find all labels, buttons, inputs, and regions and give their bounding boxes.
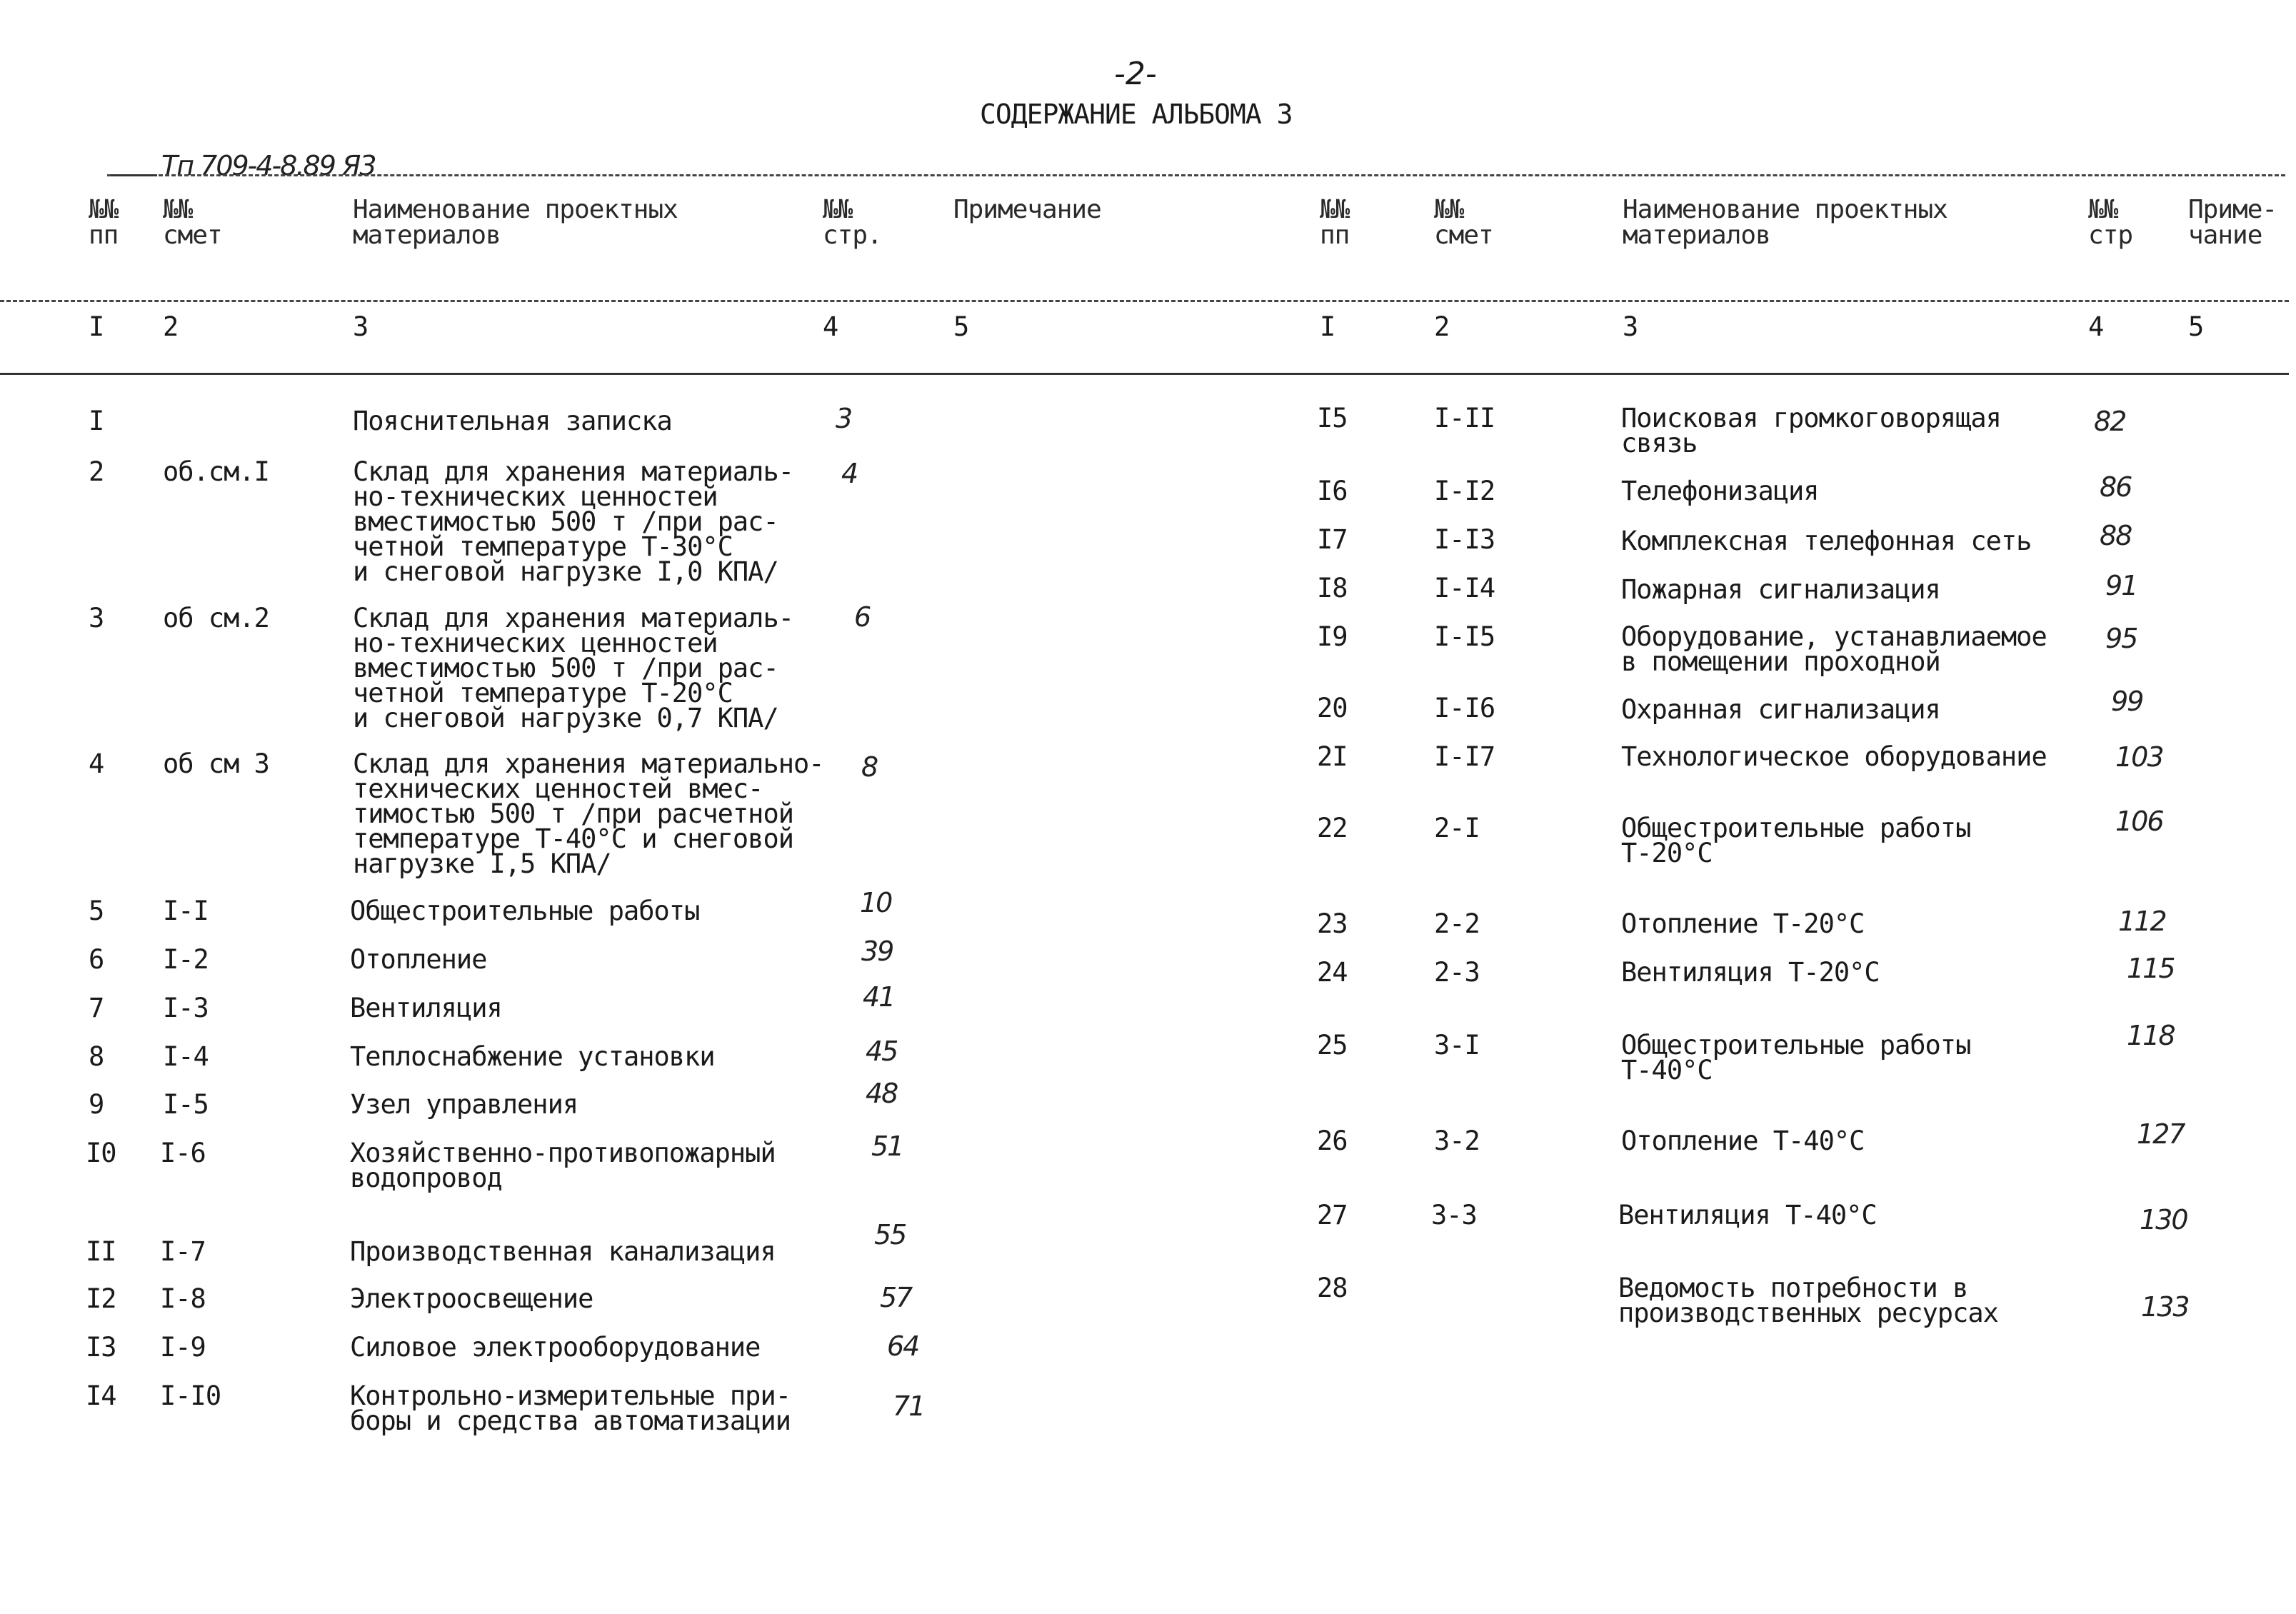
row-page: 91 (2105, 570, 2137, 601)
header-bottom-rule (0, 300, 2289, 302)
row-number: 3 (89, 603, 104, 633)
row-page: 71 (893, 1390, 925, 1422)
row-number: 28 (1317, 1273, 1348, 1303)
row-smeta: I-6 (160, 1138, 206, 1168)
row-name: Пожарная сигнализация (1621, 574, 1940, 605)
row-page: 45 (866, 1036, 898, 1067)
row-name: Ведомость потребности в производственных ресурсах (1618, 1273, 1998, 1328)
row-smeta: I-9 (160, 1332, 206, 1363)
row-name: Пояснительная записка (353, 406, 672, 436)
row-smeta: I-5 (163, 1089, 209, 1120)
row-smeta: 3-2 (1434, 1126, 1480, 1156)
row-number: I3 (86, 1332, 116, 1363)
left-header-name: Наименование проектных материалов (353, 195, 678, 250)
row-page: 130 (2140, 1204, 2187, 1235)
row-page: 115 (2127, 953, 2175, 984)
row-number: 2I (1317, 741, 1348, 772)
row-page: 95 (2105, 623, 2137, 654)
row-number: 6 (89, 944, 104, 975)
row-number: I4 (86, 1380, 116, 1411)
row-number: 25 (1317, 1030, 1348, 1061)
row-page: 64 (887, 1330, 919, 1362)
row-smeta: I-2 (163, 944, 209, 975)
row-name: Производственная канализация (350, 1236, 776, 1267)
row-page: 3 (836, 403, 852, 434)
row-smeta: I-I4 (1434, 573, 1495, 603)
row-number: I (89, 406, 104, 436)
right-header-page: №№ стр (2088, 195, 2133, 250)
row-smeta: I-3 (163, 993, 209, 1023)
row-page: 4 (841, 458, 858, 489)
row-page: 106 (2115, 806, 2163, 837)
row-number: 23 (1317, 908, 1348, 939)
row-smeta: об см 3 (163, 748, 269, 779)
right-col-number-5: 5 (2188, 311, 2204, 342)
row-name: Склад для хранения материаль- но-технических ценностей вместимостью 500 т /при рас- четной температуре Т-30°С и снеговой нагрузке I,0 КПА/ (353, 456, 794, 587)
row-name: Узел управления (350, 1089, 578, 1120)
row-smeta: 2-I (1434, 813, 1480, 843)
row-number: 20 (1317, 693, 1348, 723)
row-page: 41 (863, 981, 895, 1013)
row-page: 112 (2118, 906, 2166, 937)
row-name: Контрольно-измерительные при- боры и средства автоматизации (350, 1380, 791, 1436)
row-name: Технологическое оборудование (1621, 741, 2047, 772)
row-name: Отопление (350, 944, 487, 975)
row-number: I7 (1317, 524, 1348, 555)
row-number: I8 (1317, 573, 1348, 603)
row-number: 5 (89, 896, 104, 926)
row-number: I2 (86, 1283, 116, 1314)
row-page: 133 (2141, 1291, 2189, 1323)
row-smeta: I-I7 (1434, 741, 1495, 772)
row-name: Отопление Т-40°С (1621, 1126, 1865, 1156)
row-number: 2 (89, 456, 104, 487)
row-smeta: об.см.I (163, 456, 269, 487)
row-number: 27 (1317, 1200, 1348, 1230)
right-header-name: Наименование проектных материалов (1623, 195, 1947, 250)
row-smeta: I-7 (160, 1236, 206, 1267)
row-page: 88 (2100, 520, 2132, 551)
row-name: Оборудование, устанавлиаемое в помещении проходной (1621, 621, 2047, 677)
row-name: Вентиляция Т-20°С (1621, 957, 1880, 988)
row-number: I9 (1317, 621, 1348, 652)
row-page: 8 (861, 751, 878, 783)
left-col-number-1: I (89, 311, 104, 342)
row-page: 82 (2094, 406, 2126, 437)
row-page: 99 (2111, 686, 2143, 717)
left-col-number-4: 4 (823, 311, 838, 342)
row-smeta: I-II (1434, 403, 1495, 433)
row-name: Общестроительные работы Т-20°С (1621, 813, 1971, 868)
row-smeta: I-I (163, 896, 209, 926)
row-name: Электроосвещение (350, 1283, 593, 1314)
row-smeta: 2-2 (1434, 908, 1480, 939)
row-smeta: I-8 (160, 1283, 206, 1314)
right-header-note: Приме- чание (2188, 195, 2277, 250)
right-col-number-1: I (1320, 311, 1335, 342)
row-page: 127 (2137, 1118, 2185, 1150)
row-smeta: об см.2 (163, 603, 269, 633)
row-name: Общестроительные работы Т-40°С (1621, 1030, 1971, 1086)
row-page: 48 (866, 1078, 898, 1109)
row-number: 7 (89, 993, 104, 1023)
row-number: 8 (89, 1041, 104, 1072)
row-name: Силовое электрооборудование (350, 1332, 761, 1363)
row-name: Телефонизация (1621, 476, 1819, 506)
row-name: Комплексная телефонная сеть (1621, 526, 2032, 556)
row-name: Вентиляция Т-40°С (1618, 1200, 1877, 1230)
row-name: Поисковая громкоговорящая связь (1621, 403, 2001, 458)
row-number: 24 (1317, 957, 1348, 988)
row-page: 39 (861, 936, 893, 967)
row-number: 26 (1317, 1126, 1348, 1156)
row-page: 57 (880, 1282, 912, 1313)
row-name: Вентиляция (350, 993, 502, 1023)
left-header-page: №№ стр. (823, 195, 882, 250)
row-name: Склад для хранения материально- технических ценностей вмес- тимостью 500 т /при расчетной температуре Т-40°С и снеговой нагрузке I,5 КПА/ (353, 748, 824, 879)
row-smeta: I-I3 (1434, 524, 1495, 555)
row-page: 51 (871, 1131, 903, 1162)
right-col-number-3: 3 (1623, 311, 1638, 342)
row-smeta: 3-3 (1431, 1200, 1477, 1230)
left-header-num: №№ пп (89, 195, 119, 250)
right-col-number-2: 2 (1434, 311, 1450, 342)
row-smeta: I-I0 (160, 1380, 221, 1411)
row-name: Общестроительные работы (350, 896, 700, 926)
row-page: 10 (860, 887, 892, 918)
row-name: Хозяйственно-противопожарный водопровод (350, 1138, 776, 1193)
row-page: 55 (874, 1219, 906, 1250)
header-top-rule (107, 174, 2285, 176)
right-col-number-4: 4 (2088, 311, 2104, 342)
row-number: 22 (1317, 813, 1348, 843)
row-number: 9 (89, 1089, 104, 1120)
row-number: II (86, 1236, 116, 1267)
row-name: Отопление Т-20°С (1621, 908, 1865, 939)
row-number: I5 (1317, 403, 1348, 433)
row-smeta: I-I5 (1434, 621, 1495, 652)
left-col-number-3: 3 (353, 311, 369, 342)
row-page: 86 (2100, 471, 2132, 503)
document-code: Тп 709-4-8.89 Я3 (161, 150, 376, 181)
left-col-number-5: 5 (953, 311, 969, 342)
row-number: I0 (86, 1138, 116, 1168)
left-header-note: Примечание (953, 195, 1101, 224)
header-top-rule-left (111, 174, 157, 176)
row-smeta: 2-3 (1434, 957, 1480, 988)
page-number: -2- (1114, 56, 1157, 92)
row-number: I6 (1317, 476, 1348, 506)
row-smeta: I-I6 (1434, 693, 1495, 723)
left-col-number-2: 2 (163, 311, 179, 342)
row-number: 4 (89, 748, 104, 779)
row-name: Склад для хранения материаль- но-технических ценностей вместимостью 500 т /при рас- четной температуре Т-20°С и снеговой нагрузке 0,7 КПА/ (353, 603, 794, 733)
row-smeta: 3-I (1434, 1030, 1480, 1061)
row-page: 6 (854, 601, 871, 633)
column-numbers-rule (0, 373, 2289, 375)
left-header-smeta: №№ смет (163, 195, 222, 250)
row-page: 118 (2127, 1020, 2175, 1051)
row-page: 103 (2115, 741, 2163, 773)
album-title: СОДЕРЖАНИЕ АЛЬБОМА 3 (980, 99, 1293, 130)
row-name: Охранная сигнализация (1621, 694, 1940, 725)
row-smeta: I-I2 (1434, 476, 1495, 506)
right-header-num: №№ пп (1320, 195, 1350, 250)
right-header-smeta: №№ смет (1434, 195, 1493, 250)
row-name: Теплоснабжение установки (350, 1041, 715, 1072)
row-smeta: I-4 (163, 1041, 209, 1072)
